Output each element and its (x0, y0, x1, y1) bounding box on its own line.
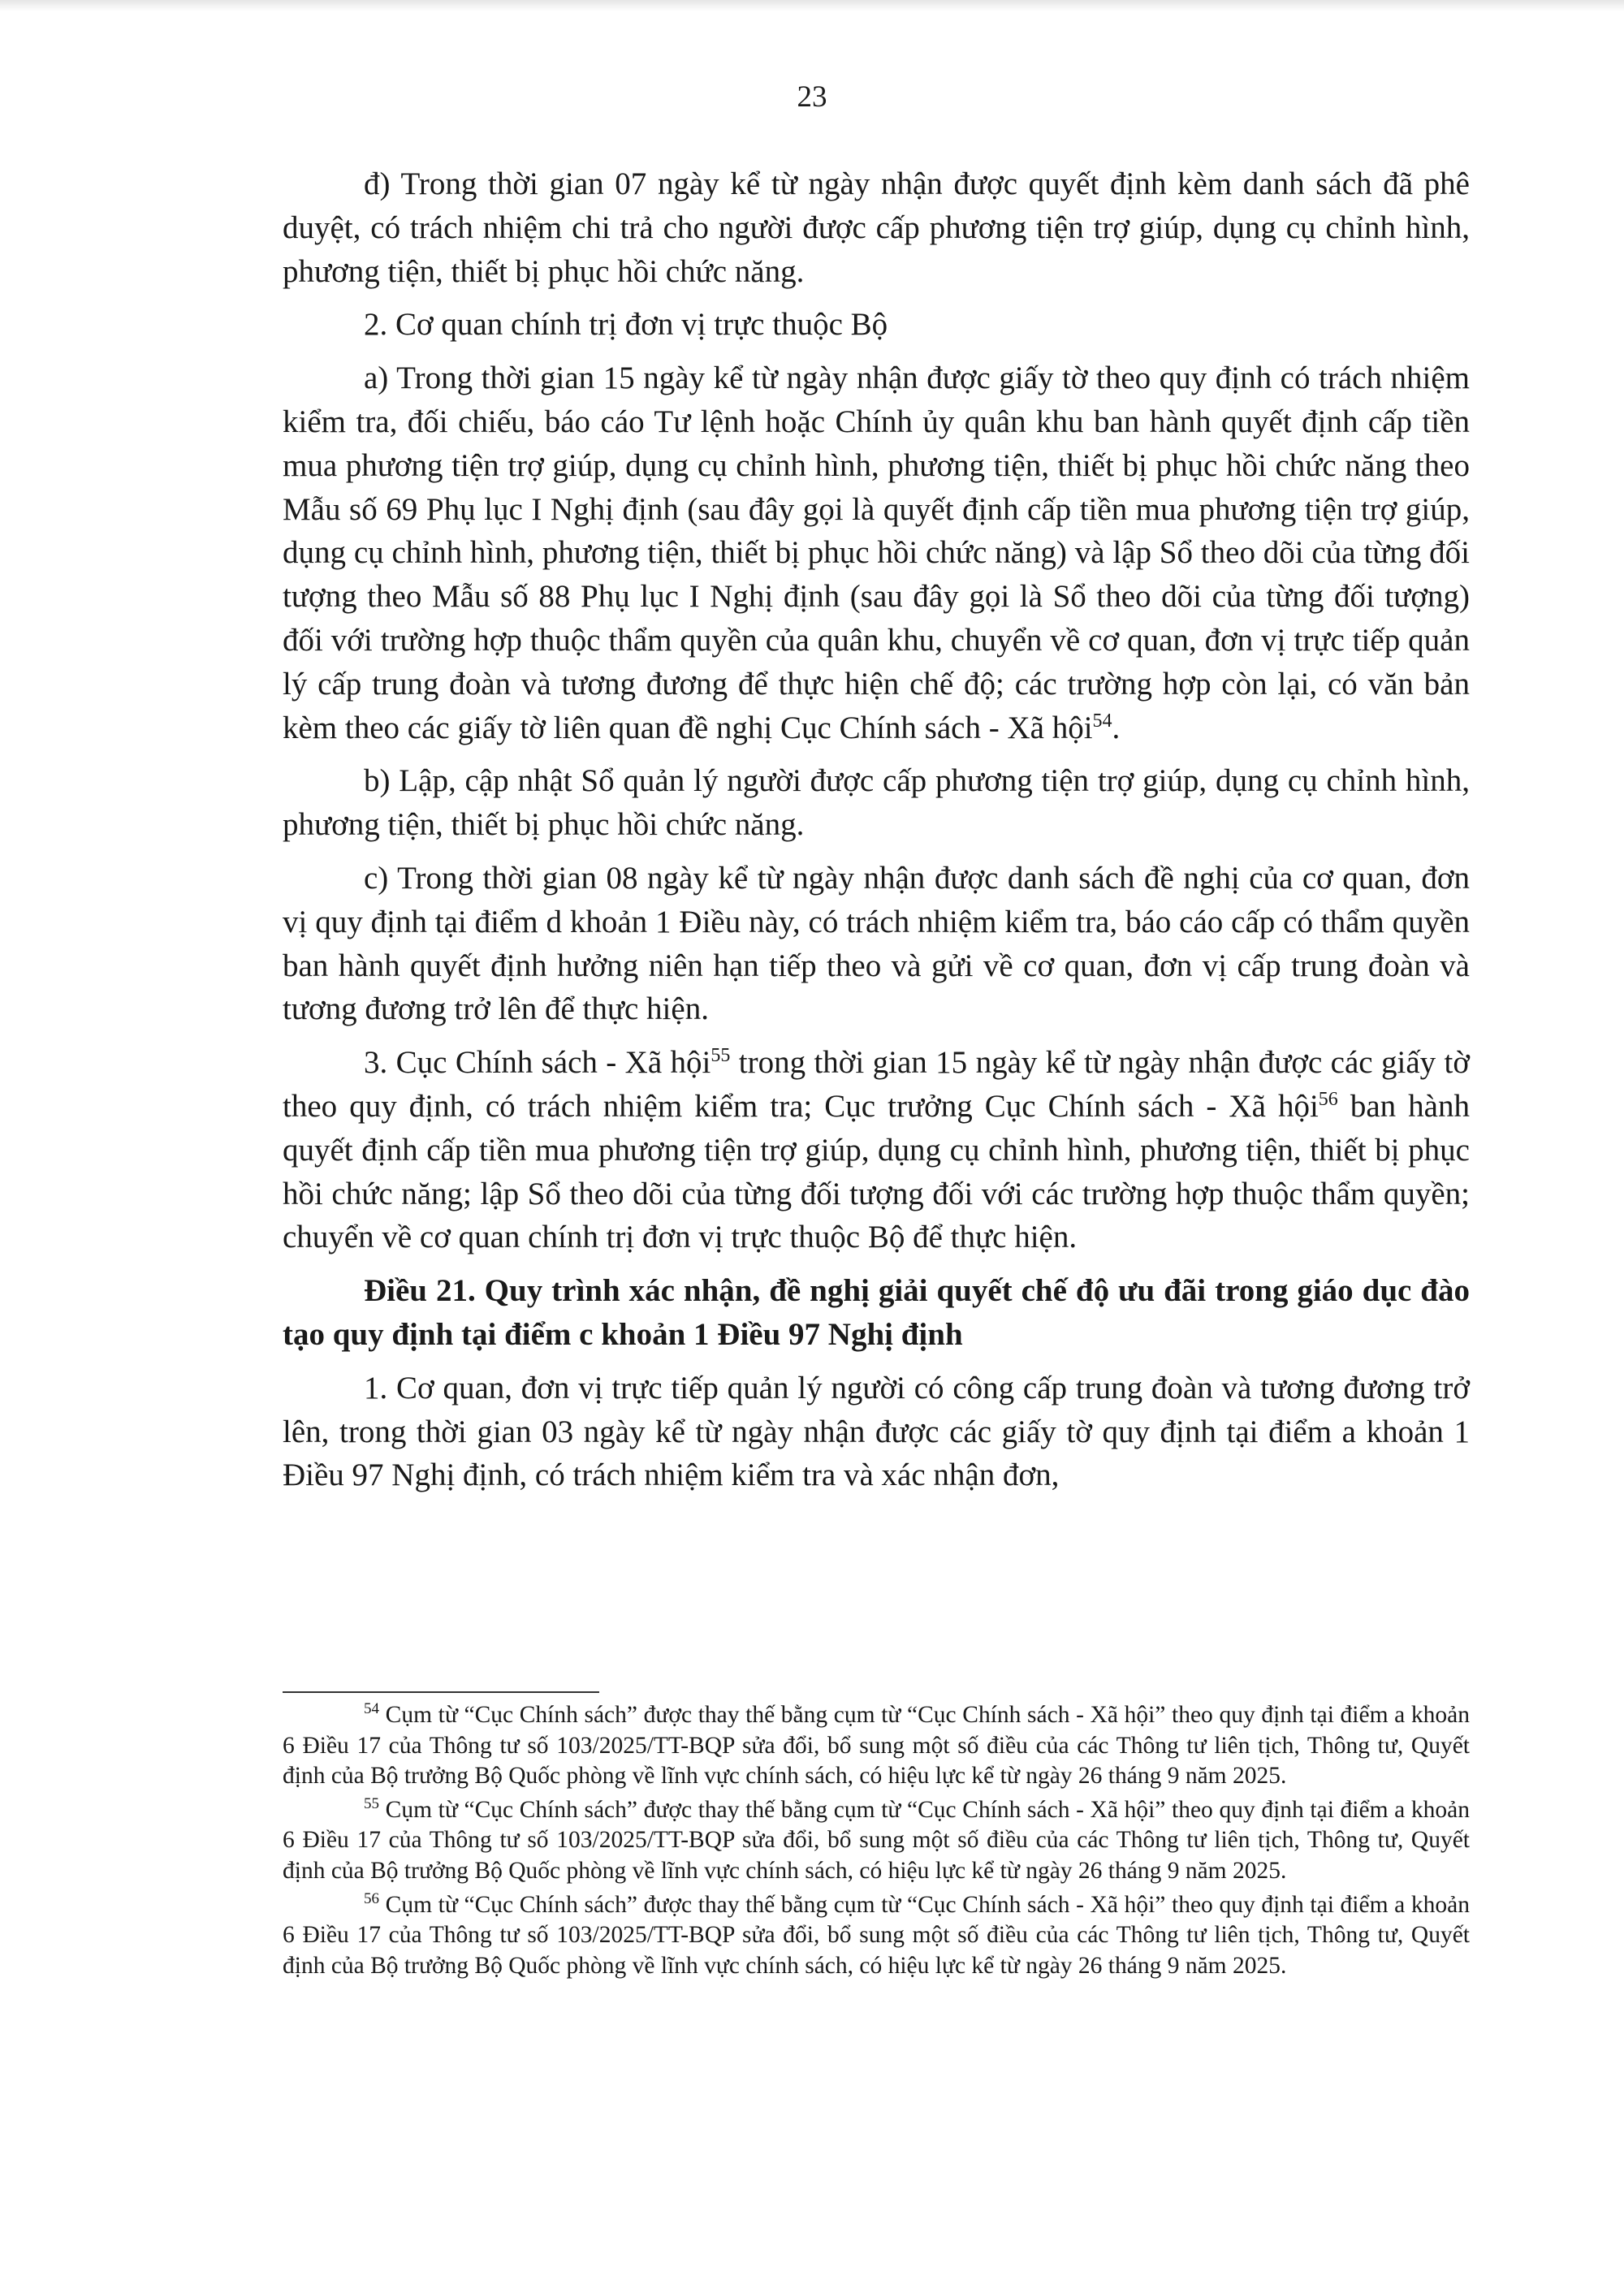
paragraph-c-08-days: c) Trong thời gian 08 ngày kể từ ngày nhận được danh sách đề nghị của cơ quan, đơn vị quy định tại điểm d khoản 1 Điều này, có trách nhiệm kiểm tra, báo cáo cấp có thẩm quyền ban hành quyết định hưởng niên hạn tiếp theo và gửi về cơ quan, đơn vị cấp trung đoàn và tương đương trở lên để thực hiện. (283, 860, 1470, 1027)
footnote-number: 54 (364, 1700, 379, 1718)
document-body (283, 162, 1470, 1507)
footnotes (283, 1700, 1470, 1984)
footnote-number: 55 (364, 1794, 379, 1812)
footnote-separator (283, 1691, 599, 1693)
paragraph-3-policy-department: 3. Cục Chính sách - Xã hội$^{55}$ trong thời gian 15 ngày kể từ ngày nhận được các giấy tờ theo quy định, có trách nhiệm kiểm tra; Cục trưởng Cục Chính sách - Xã hội$^{56}$ ban hành quyết định cấp tiền mua phương tiện trợ giúp, dụng cụ chỉnh hình, phương tiện, thiết bị phục hồi chức năng; lập Sổ theo dõi của từng đối tượng đối với các trường hợp thuộc thẩm quyền; chuyển về cơ quan chính trị đơn vị trực thuộc Bộ để thực hiện. (283, 1045, 1470, 1255)
page-number: 23 (797, 80, 827, 114)
footnote-ref-56: 56 (1318, 1088, 1338, 1110)
footnote-56: $^{56}$ Cụm từ “Cục Chính sách” được thay thế bằng cụm từ “Cục Chính sách - Xã hội” theo quy định tại điểm a khoản 6 Điều 17 của Thông tư số 103/2025/TT-BQP sửa đổi, bổ sung một số điều của các Thông tư liên tịch, Thông tư, Quyết định của Bộ trưởng Bộ Quốc phòng về lĩnh vực chính sách, có hiệu lực kể từ ngày 26 tháng 9 năm 2025. (283, 1889, 1470, 1979)
footnote-ref-54: 54 (1092, 710, 1112, 732)
footnote-54: $^{54}$ Cụm từ “Cục Chính sách” được thay thế bằng cụm từ “Cục Chính sách - Xã hội” theo quy định tại điểm a khoản 6 Điều 17 của Thông tư số 103/2025/TT-BQP sửa đổi, bổ sung một số điều của các Thông tư liên tịch, Thông tư, Quyết định của Bộ trưởng Bộ Quốc phòng về lĩnh vực chính sách, có hiệu lực kể từ ngày 26 tháng 9 năm 2025. (283, 1700, 1470, 1790)
paragraph-2-political-agency: 2. Cơ quan chính trị đơn vị trực thuộc Bộ (364, 307, 888, 343)
paragraph-1-article-21: 1. Cơ quan, đơn vị trực tiếp quản lý người có công cấp trung đoàn và tương đương trở lên, trong thời gian 03 ngày kể từ ngày nhận được các giấy tờ quy định tại điểm a khoản 1 Điều 97 Nghị định, có trách nhiệm kiểm tra và xác nhận đơn, (283, 1370, 1470, 1493)
footnote-55: $^{55}$ Cụm từ “Cục Chính sách” được thay thế bằng cụm từ “Cục Chính sách - Xã hội” theo quy định tại điểm a khoản 6 Điều 17 của Thông tư số 103/2025/TT-BQP sửa đổi, bổ sung một số điều của các Thông tư liên tịch, Thông tư, Quyết định của Bộ trưởng Bộ Quốc phòng về lĩnh vực chính sách, có hiệu lực kể từ ngày 26 tháng 9 năm 2025. (283, 1794, 1470, 1884)
paragraph-b-update-register: b) Lập, cập nhật Sổ quản lý người được cấp phương tiện trợ giúp, dụng cụ chỉnh hình, phương tiện, thiết bị phục hồi chức năng. (283, 763, 1470, 843)
scan-top-edge (0, 0, 1624, 11)
paragraph-a-15-days: a) Trong thời gian 15 ngày kể từ ngày nhận được giấy tờ theo quy định có trách nhiệm kiểm tra, đối chiếu, báo cáo Tư lệnh hoặc Chính ủy quân khu ban hành quyết định cấp tiền mua phương tiện trợ giúp, dụng cụ chỉnh hình, phương tiện, thiết bị phục hồi chức năng theo Mẫu số 69 Phụ lục I Nghị định (sau đây gọi là quyết định cấp tiền mua phương tiện trợ giúp, dụng cụ chỉnh hình, phương tiện, thiết bị phục hồi chức năng) và lập Sổ theo dõi của từng đối tượng theo Mẫu số 88 Phụ lục I Nghị định (sau đây gọi là Sổ theo dõi của từng đối tượng) đối với trường hợp thuộc thẩm quyền của quân khu, chuyển về cơ quan, đơn vị trực tiếp quản lý cấp trung đoàn và tương đương để thực hiện chế độ; các trường hợp còn lại, có văn bản kèm theo các giấy tờ liên quan đề nghị Cục Chính sách - Xã hội$^{54}$. (283, 361, 1470, 745)
footnote-ref-55: 55 (710, 1045, 731, 1067)
paragraph-d-payment: đ) Trong thời gian 07 ngày kể từ ngày nhận được quyết định kèm danh sách đã phê duyệt, có trách nhiệm chi trả cho người được cấp phương tiện trợ giúp, dụng cụ chỉnh hình, phương tiện, thiết bị phục hồi chức năng. (283, 166, 1470, 289)
footnote-number: 56 (364, 1889, 379, 1907)
article-21-heading: Điều 21. Quy trình xác nhận, đề nghị giải quyết chế độ ưu đãi trong giáo dục đào tạo quy định tại điểm c khoản 1 Điều 97 Nghị định (283, 1273, 1470, 1352)
